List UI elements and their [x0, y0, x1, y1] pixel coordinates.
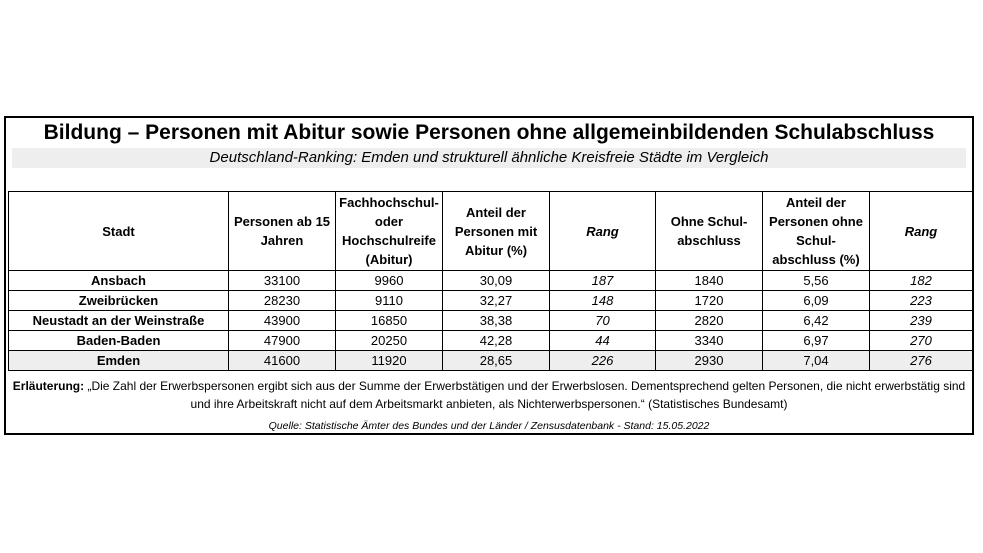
- table-row: [9, 311, 973, 331]
- cell-anteil-ohne: 6,09: [763, 291, 870, 311]
- cell-abitur: 9110: [336, 291, 443, 311]
- cell-stadt: Neustadt an der Weinstraße: [9, 311, 229, 331]
- header-ohne-schulabschluss: Ohne Schul-abschluss: [656, 192, 763, 271]
- table-row: [9, 291, 973, 311]
- note-label: Erläuterung:: [12, 379, 85, 393]
- cell-ohne: 2820: [656, 311, 763, 331]
- cell-personen: 28230: [229, 291, 336, 311]
- cell-anteil-abitur: 38,38: [443, 311, 550, 331]
- cell-anteil-abitur: 30,09: [443, 271, 550, 291]
- table-row: [9, 331, 973, 351]
- cell-stadt: Ansbach: [9, 271, 229, 291]
- cell-ohne: 2930: [656, 351, 763, 371]
- cell-anteil-abitur: 42,28: [443, 331, 550, 351]
- cell-rang-ohne: 223: [870, 291, 973, 311]
- cell-abitur: 9960: [336, 271, 443, 291]
- cell-stadt: Emden: [9, 351, 229, 371]
- cell-anteil-abitur: 32,27: [443, 291, 550, 311]
- header-rang-abitur: Rang: [550, 192, 656, 271]
- infographic-frame: [4, 116, 974, 435]
- header-stadt: Stadt: [9, 192, 229, 271]
- table-row-emden: [9, 351, 973, 371]
- cell-abitur: 11920: [336, 351, 443, 371]
- cell-personen: 47900: [229, 331, 336, 351]
- cell-rang-ohne: 276: [870, 351, 973, 371]
- header-rang-ohne: Rang: [870, 192, 973, 271]
- cell-anteil-ohne: 5,56: [763, 271, 870, 291]
- explanation-note: [8, 377, 970, 413]
- cell-anteil-ohne: 6,97: [763, 331, 870, 351]
- table-row: [9, 271, 973, 291]
- cell-anteil-ohne: 7,04: [763, 351, 870, 371]
- cell-rang-abitur: 187: [550, 271, 656, 291]
- note-text: „Die Zahl der Erwerbspersonen ergibt sich aus der Summe der Erwerbstätigen und der Erwerbslosen. Dementsprechend gelten Personen, die nicht erwerbstätig sind und ihre Arbeitskraft nicht auf dem Arbeitsmarkt anbieten, als Nichterwerbspersonen.“ (Statistisches Bundesamt): [87, 379, 966, 411]
- source-line: Quelle: Statistische Ämter des Bundes und der Länder / Zensusdatenbank - Stand: 15.05.2022: [268, 420, 710, 432]
- cell-ohne: 3340: [656, 331, 763, 351]
- cell-rang-ohne: 182: [870, 271, 973, 291]
- ranking-table: [8, 191, 973, 371]
- cell-ohne: 1840: [656, 271, 763, 291]
- cell-personen: 33100: [229, 271, 336, 291]
- page-title: Bildung – Personen mit Abitur sowie Personen ohne allgemeinbildenden Schulabschluss: [43, 121, 935, 144]
- cell-abitur: 16850: [336, 311, 443, 331]
- header-abitur: Fachhochschul- oder Hochschulreife (Abitur): [336, 192, 443, 271]
- cell-rang-abitur: 44: [550, 331, 656, 351]
- cell-stadt: Baden-Baden: [9, 331, 229, 351]
- cell-rang-ohne: 270: [870, 331, 973, 351]
- header-anteil-ohne: Anteil der Personen ohne Schul-abschluss (%): [763, 192, 870, 271]
- table-header-row: [9, 192, 973, 271]
- cell-anteil-ohne: 6,42: [763, 311, 870, 331]
- cell-anteil-abitur: 28,65: [443, 351, 550, 371]
- header-anteil-abitur: Anteil der Personen mit Abitur (%): [443, 192, 550, 271]
- cell-ohne: 1720: [656, 291, 763, 311]
- page-subtitle: Deutschland-Ranking: Emden und strukturell ähnliche Kreisfreie Städte im Vergleich: [12, 148, 966, 168]
- cell-rang-ohne: 239: [870, 311, 973, 331]
- cell-personen: 41600: [229, 351, 336, 371]
- cell-personen: 43900: [229, 311, 336, 331]
- cell-abitur: 20250: [336, 331, 443, 351]
- header-personen-ab-15: Personen ab 15 Jahren: [229, 192, 336, 271]
- cell-stadt: Zweibrücken: [9, 291, 229, 311]
- cell-rang-abitur: 70: [550, 311, 656, 331]
- cell-rang-abitur: 148: [550, 291, 656, 311]
- cell-rang-abitur: 226: [550, 351, 656, 371]
